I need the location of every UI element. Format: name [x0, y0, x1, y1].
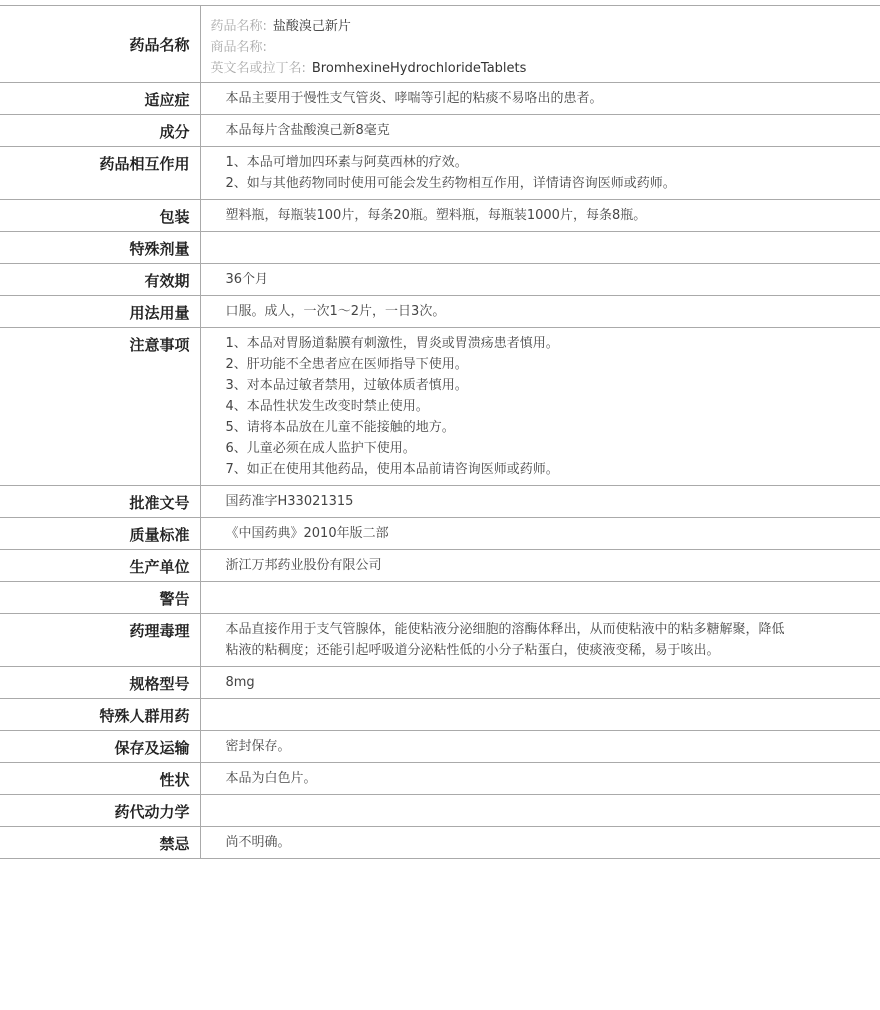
row-interactions: [0, 147, 880, 200]
value-drug-name: [200, 6, 880, 83]
value-pharmacokinetics: [200, 795, 880, 827]
label-special-dosage: 特殊剂量: [0, 232, 200, 264]
generic-name-key: 药品名称:: [210, 19, 267, 34]
label-pharmacokinetics: 药代动力学: [0, 795, 200, 827]
value-warning: [200, 582, 880, 614]
label-storage: 保存及运输: [0, 731, 200, 763]
english-name-value: BromhexineHydrochlorideTablets: [311, 61, 527, 76]
row-pharmacology: [0, 614, 880, 667]
label-drug-name: 药品名称: [0, 6, 200, 83]
drug-spec-table: [0, 5, 880, 859]
label-package: 包装: [0, 200, 200, 232]
label-manufacturer: 生产单位: [0, 550, 200, 582]
label-approval: 批准文号: [0, 486, 200, 518]
trade-name-line: [211, 37, 871, 58]
precaution-line: 4、本品性状发生改变时禁止使用。: [225, 399, 429, 414]
value-validity: 36个月: [225, 272, 269, 287]
value-standard: 《中国药典》2010年版二部: [225, 526, 389, 541]
interaction-line: 2、如与其他药物同时使用可能会发生药物相互作用，详情请咨询医师或药师。: [225, 176, 676, 191]
row-package: [0, 200, 880, 232]
row-precautions: [0, 328, 880, 486]
row-storage: [0, 731, 880, 763]
generic-name-line: [211, 16, 871, 37]
value-precautions: [200, 328, 880, 486]
row-contraindications: [0, 827, 880, 859]
row-appearance: [0, 763, 880, 795]
value-composition: 本品每片含盐酸溴己新8毫克: [225, 123, 390, 138]
label-standard: 质量标准: [0, 518, 200, 550]
label-appearance: 性状: [0, 763, 200, 795]
value-package: 塑料瓶，每瓶装100片，每条20瓶。塑料瓶，每瓶装1000片，每条8瓶。: [225, 208, 647, 223]
value-storage: 密封保存。: [225, 739, 291, 754]
generic-name-value: 盐酸溴己新片: [272, 19, 351, 34]
label-interactions: 药品相互作用: [0, 147, 200, 200]
value-interactions: [200, 147, 880, 200]
label-composition: 成分: [0, 115, 200, 147]
precaution-line: 2、肝功能不全患者应在医师指导下使用。: [225, 357, 468, 372]
row-usage: [0, 296, 880, 328]
row-drug-name: [0, 6, 880, 83]
precaution-line: 5、请将本品放在儿童不能接触的地方。: [225, 420, 455, 435]
row-manufacturer: [0, 550, 880, 582]
value-appearance: 本品为白色片。: [225, 771, 317, 786]
label-indications: 适应症: [0, 83, 200, 115]
precaution-line: 3、对本品过敏者禁用，过敏体质者慎用。: [225, 378, 468, 393]
label-precautions: 注意事项: [0, 328, 200, 486]
english-name-line: [211, 58, 871, 79]
value-special-dosage: [200, 232, 880, 264]
row-warning: [0, 582, 880, 614]
english-name-key: 英文名或拉丁名:: [210, 61, 306, 76]
precaution-line: 1、本品对胃肠道黏膜有刺激性，胃炎或胃溃疡患者慎用。: [225, 336, 559, 351]
row-pharmacokinetics: [0, 795, 880, 827]
row-validity: [0, 264, 880, 296]
label-validity: 有效期: [0, 264, 200, 296]
row-standard: [0, 518, 880, 550]
value-spec: 8mg: [225, 675, 255, 690]
interaction-line: 1、本品可增加四环素与阿莫西林的疗效。: [225, 155, 468, 170]
row-special-groups: [0, 699, 880, 731]
value-pharmacology: 本品直接作用于支气管腺体，能使粘液分泌细胞的溶酶体释出，从而使粘液中的粘多糖解聚，降低粘液的粘稠度；还能引起呼吸道分泌粘性低的小分子粘蛋白，使痰液变稀，易于咳出。: [225, 622, 785, 658]
precaution-line: 7、如正在使用其他药品，使用本品前请咨询医师或药师。: [225, 462, 559, 477]
label-contraindications: 禁忌: [0, 827, 200, 859]
value-indications: 本品主要用于慢性支气管炎、哮喘等引起的粘痰不易咯出的患者。: [225, 91, 603, 106]
row-indications: [0, 83, 880, 115]
label-spec: 规格型号: [0, 667, 200, 699]
precaution-line: 6、儿童必须在成人监护下使用。: [225, 441, 416, 456]
label-usage: 用法用量: [0, 296, 200, 328]
value-manufacturer: 浙江万邦药业股份有限公司: [225, 558, 382, 573]
value-contraindications: 尚不明确。: [225, 835, 291, 850]
value-usage: 口服。成人，一次1～2片，一日3次。: [225, 304, 446, 319]
row-spec: [0, 667, 880, 699]
label-pharmacology: 药理毒理: [0, 614, 200, 667]
row-approval: [0, 486, 880, 518]
value-approval: 国药准字H33021315: [225, 494, 354, 509]
trade-name-key: 商品名称:: [210, 40, 267, 55]
label-warning: 警告: [0, 582, 200, 614]
value-special-groups: [200, 699, 880, 731]
row-special-dosage: [0, 232, 880, 264]
row-composition: [0, 115, 880, 147]
label-special-groups: 特殊人群用药: [0, 699, 200, 731]
